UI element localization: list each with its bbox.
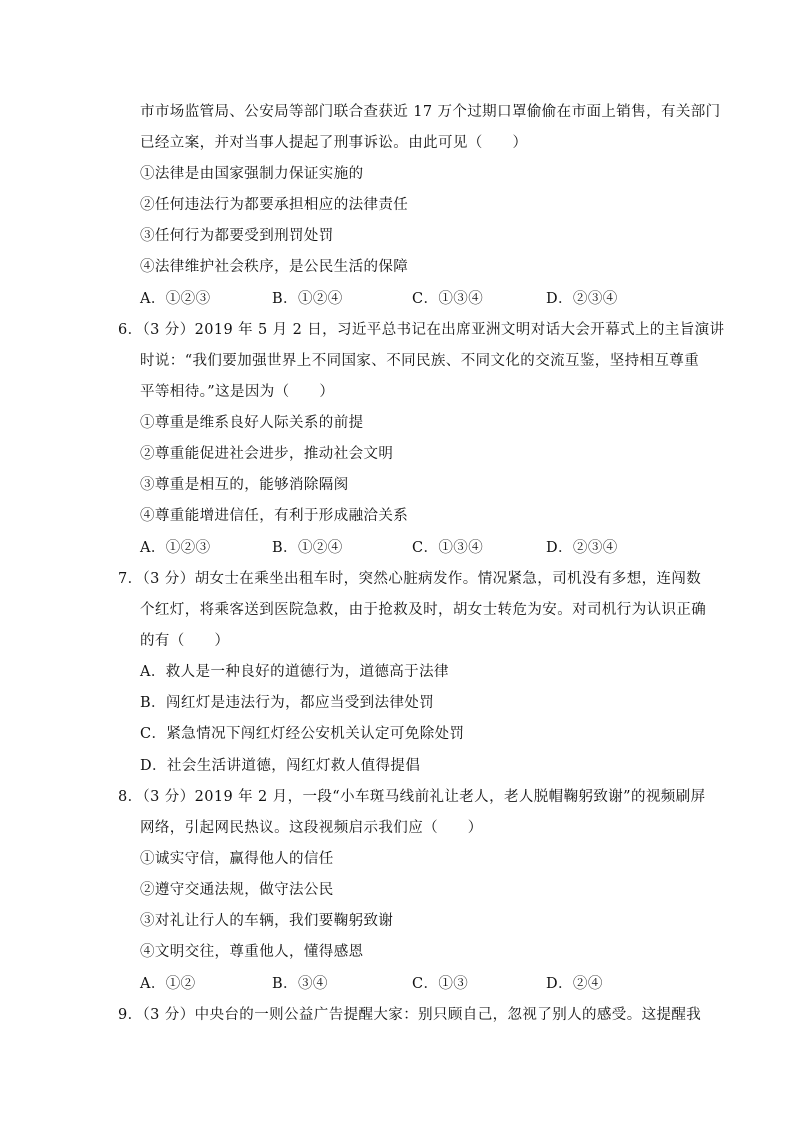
q5-options xyxy=(140,289,700,309)
q5-stem-line-1: 市市场监管局、公安局等部门联合查获近 17 万个过期口罩偷偷在市面上销售，有关部门 xyxy=(140,104,721,120)
q7-choice-a[interactable]: A．救人是一种良好的道德行为，道德高于法律 xyxy=(140,664,449,680)
q6-statement-1: ①尊重是维系良好人际关系的前提 xyxy=(140,415,364,431)
q9-stem-line-1: 9．（3 分）中央台的一则公益广告提醒大家：别只顾自己，忽视了别人的感受。这提醒我 xyxy=(118,1007,702,1023)
q8-option-a[interactable]: A．①② xyxy=(140,976,196,992)
q6-option-d[interactable]: D．②③④ xyxy=(546,540,618,556)
q7-choice-b[interactable]: B．闯红灯是违法行为，都应当受到法律处罚 xyxy=(140,695,435,711)
q6-statement-2: ②尊重能促进社会进步，推动社会文明 xyxy=(140,446,394,462)
q5-statement-4: ④法律维护社会秩序，是公民生活的保障 xyxy=(140,259,409,275)
q7-choice-d[interactable]: D．社会生活讲道德，闯红灯救人值得提倡 xyxy=(140,758,421,774)
q5-statement-2: ②任何违法行为都要承担相应的法律责任 xyxy=(140,197,409,213)
q8-stem-line-1: 8．（3 分）2019 年 2 月，一段“小车斑马线前礼让老人，老人脱帽鞠躬致谢”的视频刷屏 xyxy=(118,789,706,805)
q8-statement-2: ②遵守交通法规，做守法公民 xyxy=(140,882,334,898)
q6-statement-3: ③尊重是相互的，能够消除隔阂 xyxy=(140,477,349,493)
q6-stem-line-2: 时说：“我们要加强世界上不同国家、不同民族、不同文化的交流互鉴，坚持相互尊重 xyxy=(140,353,700,369)
q5-option-b[interactable]: B．①②④ xyxy=(272,291,343,307)
q7-choice-c[interactable]: C．紧急情况下闯红灯经公安机关认定可免除处罚 xyxy=(140,726,465,742)
q6-option-a[interactable]: A．①②③ xyxy=(140,540,211,556)
q5-statement-1: ①法律是由国家强制力保证实施的 xyxy=(140,166,364,182)
q6-option-b[interactable]: B．①②④ xyxy=(272,540,343,556)
q5-option-c[interactable]: C．①③④ xyxy=(412,291,484,307)
q6-option-c[interactable]: C．①③④ xyxy=(412,540,484,556)
q5-option-a[interactable]: A．①②③ xyxy=(140,291,211,307)
q6-stem-line-1: 6．（3 分）2019 年 5 月 2 日，习近平总书记在出席亚洲文明对话大会开幕式上的主旨演讲 xyxy=(118,322,725,338)
q6-stem-line-3: 平等相待。”这是因为（ ） xyxy=(140,384,335,400)
q6-options xyxy=(140,538,700,558)
q8-option-d[interactable]: D．②④ xyxy=(546,976,603,992)
q8-options xyxy=(140,974,700,994)
q8-statement-1: ①诚实守信，赢得他人的信任 xyxy=(140,851,334,867)
q8-statement-4: ④文明交往，尊重他人，懂得感恩 xyxy=(140,944,364,960)
q5-option-d[interactable]: D．②③④ xyxy=(546,291,618,307)
q6-statement-4: ④尊重能增进信任，有利于形成融洽关系 xyxy=(140,508,409,524)
q7-stem-line-3: 的有（ ） xyxy=(140,633,230,649)
q5-statement-3: ③任何行为都要受到刑罚处罚 xyxy=(140,228,334,244)
q8-statement-3: ③对礼让行人的车辆，我们要鞠躬致谢 xyxy=(140,913,394,929)
q7-stem-line-2: 个红灯，将乘客送到医院急救，由于抢救及时，胡女士转危为安。对司机行为认识正确 xyxy=(140,602,707,618)
q5-stem-line-2: 已经立案，并对当事人提起了刑事诉讼。由此可见（ ） xyxy=(140,135,528,151)
q8-option-b[interactable]: B．③④ xyxy=(272,976,328,992)
q8-stem-line-2: 网络，引起网民热议。这段视频启示我们应（ ） xyxy=(140,820,483,836)
q7-stem-line-1: 7．（3 分）胡女士在乘坐出租车时，突然心脏病发作。情况紧急，司机没有多想，连闯数 xyxy=(118,571,702,587)
q8-option-c[interactable]: C．①③ xyxy=(412,976,469,992)
